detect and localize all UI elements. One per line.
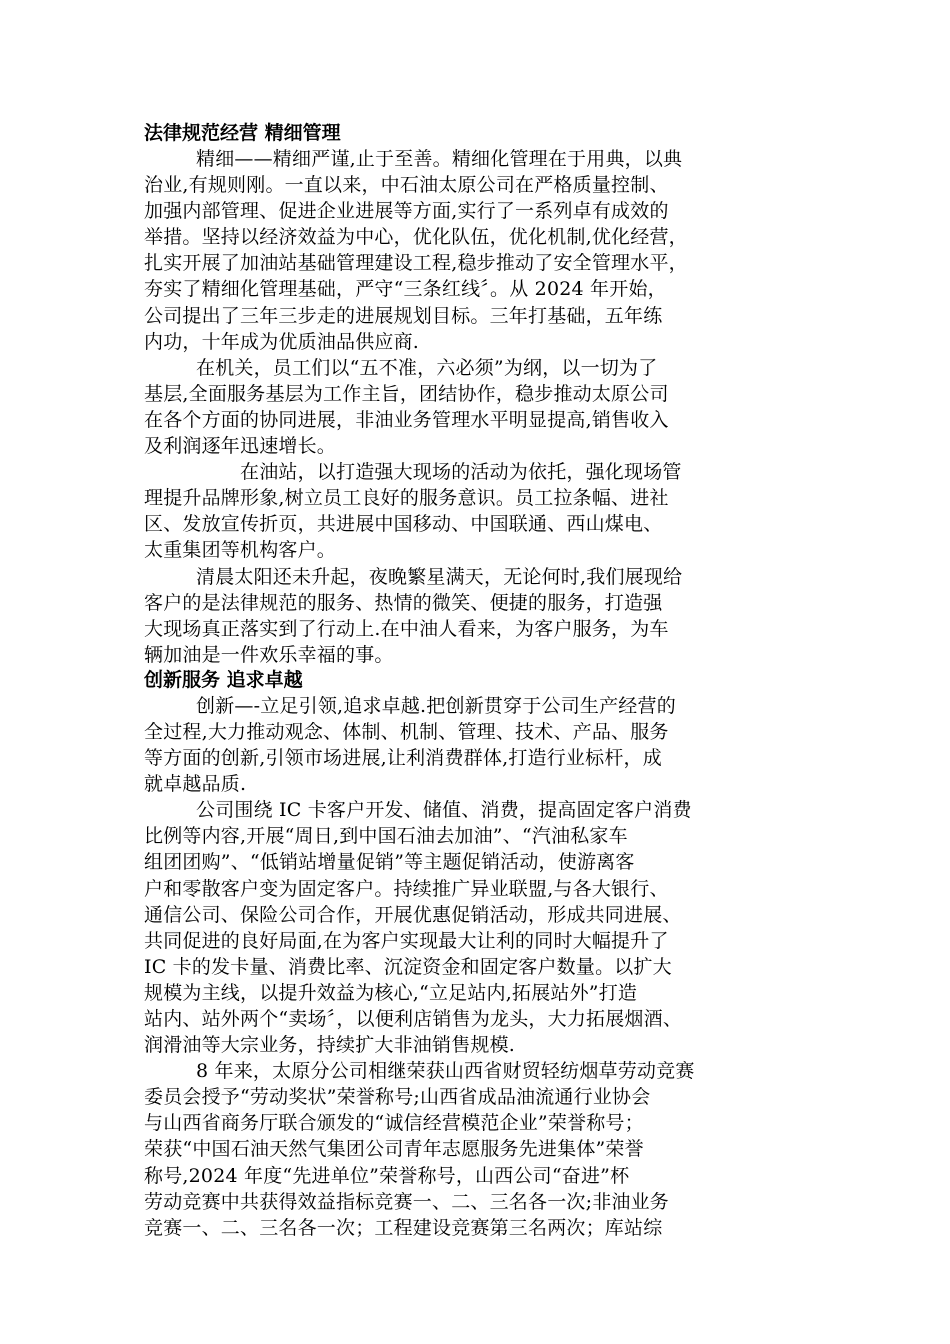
text-line: 户和零散客户变为固定客户。持续推广异业联盟,与各大银行、 [144, 877, 669, 900]
body-paragraph [144, 355, 824, 459]
text-line: 就卓越品质. [144, 773, 247, 796]
text-line: 内功，十年成为优质油品供应商. [144, 330, 420, 353]
text-line: 共同促进的良好局面,在为客户实现最大让利的同时大幅提升了 [144, 929, 669, 952]
text-line: 与山西省商务厅联合颁发的“诚信经营模范企业”荣誉称号； [144, 1112, 644, 1135]
text-line: 公司提出了三年三步走的进展规划目标。三年打基础，五年练 [144, 304, 663, 327]
text-line: 等方面的创新,引领市场进展,让利消费群体,打造行业标杆，成 [144, 747, 662, 770]
text-line: 规模为主线，以提升效益为核心,“立足站内,拓展站外”打造 [144, 981, 638, 1004]
text-line: 夯实了精细化管理基础，严守“三条红线〞。从 2024 年开始， [144, 278, 667, 301]
text-line: 全过程,大力推动观念、体制、机制、管理、技术、产品、服务 [144, 720, 669, 743]
body-paragraph [144, 146, 824, 355]
text-line: 治业,有规则刚。一直以来，中石油太原公司在严格质量控制、 [144, 174, 669, 197]
text-line: 太重集团等机构客户。 [144, 539, 337, 562]
text-line: IC 卡的发卡量、消费比率、沉淀资金和固定客户数量。以扩大 [144, 955, 672, 978]
text-line: 荣获“中国石油天然气集团公司青年志愿服务先进集体”荣誉 [144, 1138, 644, 1161]
text-line: 举措。坚持以经济效益为中心，优化队伍，优化机制,优化经营， [144, 226, 688, 249]
body-paragraph [144, 564, 824, 668]
text-line: 委员会授予“劳动奖状”荣誉称号;山西省成品油流通行业协会 [144, 1086, 651, 1109]
text-line: 劳动竞赛中共获得效益指标竞赛一、二、三名各一次;非油业务 [144, 1190, 670, 1213]
section-heading: 法律规范经营 精细管理 [144, 122, 341, 144]
text-line: 公司围绕 IC 卡客户开发、储值、消费，提高固定客户消费 [196, 799, 692, 822]
body-paragraph [144, 1058, 824, 1241]
text-line: 站内、站外两个“卖场〞，以便利店销售为龙头，大力拓展烟酒、 [144, 1008, 683, 1030]
text-line: 大现场真正落实到了行动上.在中油人看来，为客户服务，为车 [144, 617, 669, 640]
text-line: 精细——精细严谨,止于至善。精细化管理在于用典，以典 [196, 148, 683, 170]
text-line: 创新—-立足引领,追求卓越.把创新贯穿于公司生产经营的 [196, 694, 676, 717]
text-line: 竞赛一、二、三名各一次；工程建设竞赛第三名两次；库站综 [144, 1216, 663, 1239]
text-line: 8 年来，太原分公司相继荣获山西省财贸轻纺烟草劳动竞赛 [196, 1060, 695, 1083]
text-line: 客户的是法律规范的服务、热情的微笑、便捷的服务，打造强 [144, 591, 663, 614]
text-line: 润滑油等大宗业务，持续扩大非油销售规模. [144, 1034, 516, 1057]
text-line: 组团团购”、“低销站增量促销”等主题促销活动，使游离客 [144, 851, 635, 874]
section-heading: 创新服务 追求卓越 [144, 668, 303, 691]
text-line: 扎实开展了加油站基础管理建设工程,稳步推动了安全管理水平， [144, 252, 688, 275]
text-line: 理提升品牌形象,树立员工良好的服务意识。员工拉条幅、进社 [144, 487, 669, 510]
text-line: 及利润逐年迅速增长。 [144, 435, 337, 458]
text-line: 在机关，员工们以“五不准，六必须”为纲，以一切为了 [196, 356, 658, 379]
text-line: 清晨太阳还未升起，夜晚繁星满天，无论何时,我们展现给 [196, 565, 683, 588]
text-line: 加强内部管理、促进企业进展等方面,实行了一系列卓有成效的 [144, 200, 669, 223]
text-line: 在各个方面的协同进展，非油业务管理水平明显提高,销售收入 [144, 408, 669, 431]
text-line: 辆加油是一件欢乐幸福的事。 [144, 643, 394, 666]
body-paragraph [144, 459, 824, 563]
body-paragraph [144, 797, 824, 1058]
body-paragraph [144, 693, 824, 797]
text-line: 区、发放宣传折页，共进展中国移动、中国联通、西山煤电、 [144, 513, 663, 536]
text-line: 称号,2024 年度“先进单位”荣誉称号，山西公司“奋进”杯 [144, 1164, 630, 1187]
text-line: 比例等内容,开展“周日,到中国石油去加油”、“汽油私家车 [144, 825, 628, 848]
text-line: 基层,全面服务基层为工作主旨，团结协作，稳步推动太原公司 [144, 382, 669, 405]
document-page [144, 121, 824, 1241]
text-line: 通信公司、保险公司合作，开展优惠促销活动，形成共同进展、 [144, 903, 682, 926]
text-line: 在油站，以打造强大现场的活动为依托，强化现场管 [240, 461, 682, 484]
